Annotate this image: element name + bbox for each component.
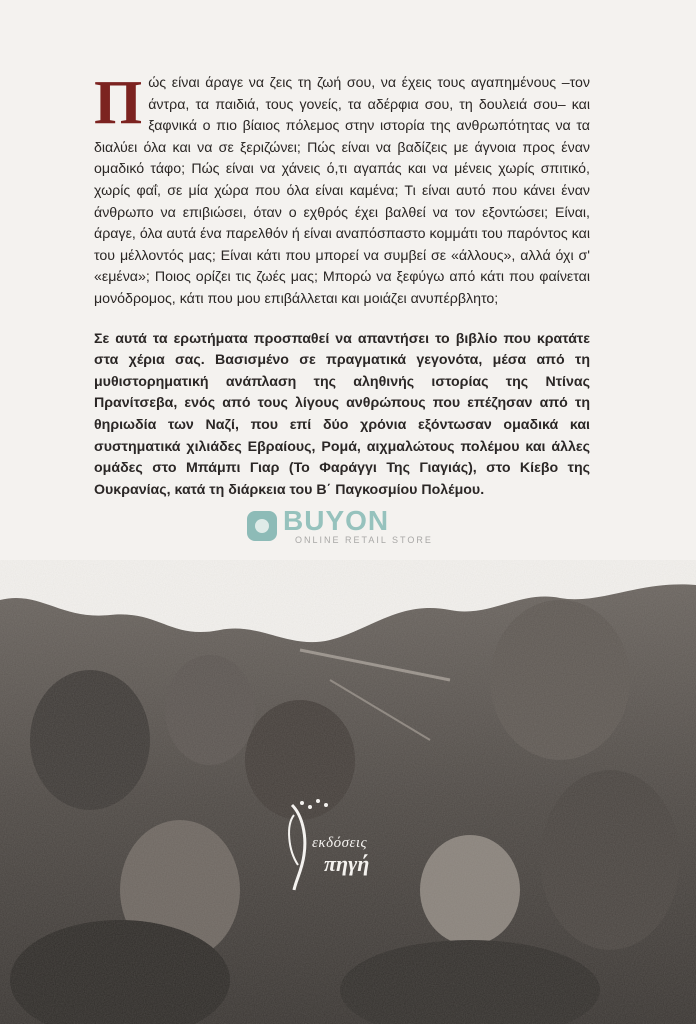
intro-paragraph — [94, 69, 590, 311]
watermark-logo-icon — [247, 511, 277, 541]
publisher-line2: πηγή — [324, 851, 370, 876]
watermark-name: BUYON — [283, 505, 390, 536]
drop-cap: Π — [94, 69, 143, 137]
historical-photo — [0, 560, 696, 1024]
watermark — [247, 505, 467, 551]
cover-text — [94, 69, 590, 501]
watermark-tagline: ONLINE RETAIL STORE — [295, 535, 433, 545]
publisher-logo — [282, 795, 422, 895]
intro-text: ώς είναι άραγε να ζεις τη ζωή σου, να έχεις τους αγαπημένους –τον άντρα, τα παιδιά, τους γονείς, τα αδέρφια σου, τη δουλειά σου– και ξαφνικά ο πιο βίαιος πόλεμος στην ιστορία της ανθρωπότητας να τα διαλύει όλα και να σε ξεριζώνει; Πώς είναι να βαδίζεις με άγνοια προς έναν ομαδικό τάφο; Πώς είναι να χάνεις ό,τι αγαπάς και να μένεις χωρίς σπιτικό, χωρίς φαΐ, σε μία χώρα που όλα είναι καμένα; Τι είναι αυτό που κάνει έναν άνθρωπο να επιβιώσει, όταν ο εχθρός έχει βαλθεί να τον εξοντώσει; Είναι, άραγε, όλα αυτά ένα παρελθόν ή είναι αναπόσπαστο κομμάτι του παρόντος και του μέλλοντός μας; Είναι κάτι που μπορεί να συμβεί σε «άλλους», αλλά όχι σ' «εμένα»; Ποιος ορίζει τις ζωές μας; Μπορώ να ξεφύγω από κάτι που φαίνεται μονόδρομος, κάτι που μου επιβάλλεται και μοιάζει ανυπέρβλητο; — [94, 75, 590, 307]
summary-paragraph: Σε αυτά τα ερωτήματα προσπαθεί να απαντήσει το βιβλίο που κρατάτε στα χέρια σας. Βασισμένο σε πραγματικά γεγονότα, μέσα από τη μυθιστορηματική ανάπλαση της αληθινής ιστορίας της Ντίνας Πρανίτσεβα, ενός από τους λίγους ανθρώπους που επέζησαν από τη θηριωδία των Ναζί, που επί δύο χρόνια εξόντωσαν ομαδικά και συστηματικά χιλιάδες Εβραίους, Ρομά, αιχμαλώτους πολέμου και άλλες ομάδες στο Μπάμπι Γιαρ (Το Φαράγγι Της Γιαγιάς), στο Κίεβο της Ουκρανίας, κατά τη διάρκεια του Β΄ Παγκοσμίου Πολέμου. — [94, 330, 590, 498]
publisher-line1: εκδόσεις — [312, 835, 368, 851]
